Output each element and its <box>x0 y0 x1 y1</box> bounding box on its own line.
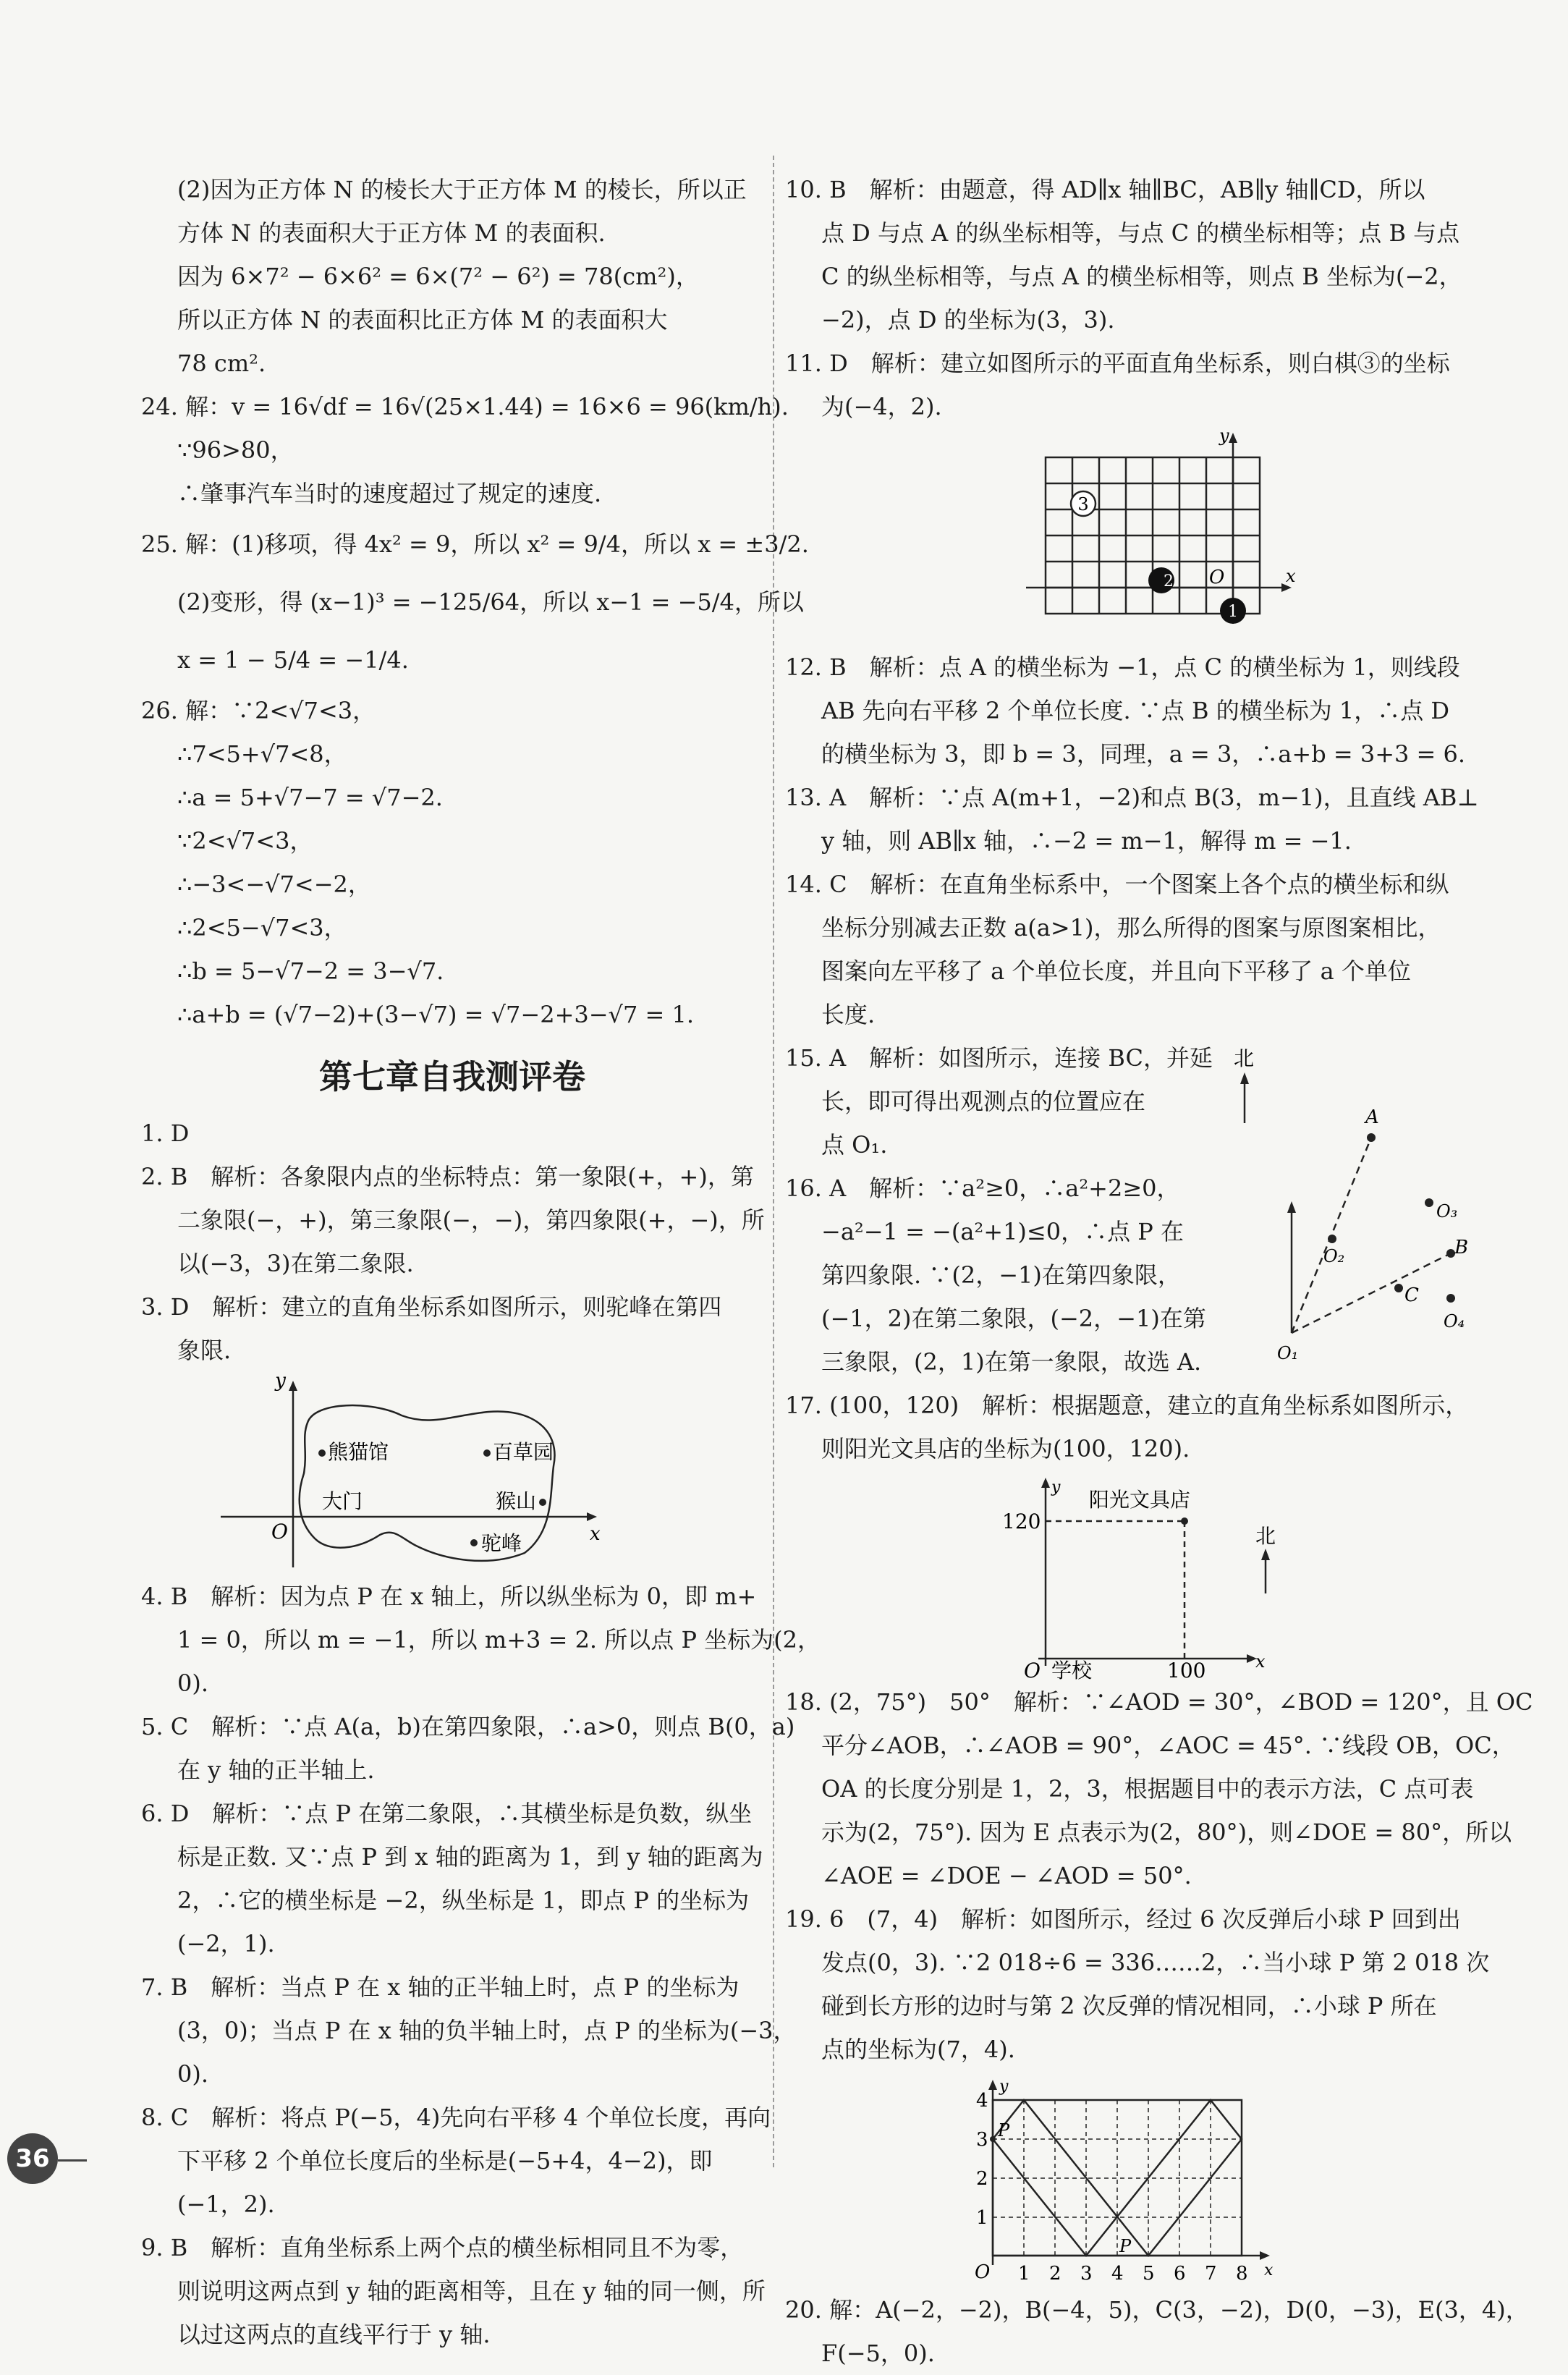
text-line: ∴−3<−√7<−2， <box>177 871 371 898</box>
answer-line: 3. D 解析：建立的直角坐标系如图所示，则驼峰在第四 <box>141 1293 722 1321</box>
answer-line: 在 y 轴的正半轴上. <box>177 1756 375 1784</box>
answer-line: 点 O₁. <box>821 1131 888 1159</box>
answer-line: 二象限(−，+)，第三象限(−，−)，第四象限(+，−)，所 <box>177 1206 765 1234</box>
answer-25: 25. 解：(1)移项，得 4x² = 9，所以 x² = 9/4，所以 x = ±3/2. <box>141 530 809 558</box>
x-axis-label: x <box>590 1523 601 1545</box>
origin-label: O <box>1024 1659 1041 1680</box>
school-label: 学校 <box>1051 1659 1093 1680</box>
x-tick: 8 <box>1236 2263 1248 2285</box>
answer-line: 以(−3，3)在第二象限. <box>177 1250 414 1277</box>
text-line: ∴肇事汽车当时的速度超过了规定的速度. <box>177 480 602 507</box>
answer-line: 长度. <box>821 1001 876 1028</box>
column-divider <box>773 156 774 2167</box>
origin-label: O <box>975 2261 991 2283</box>
text-line: 所以正方体 N 的表面积比正方体 M 的表面积大 <box>177 306 668 334</box>
point-O3-label: O₃ <box>1436 1201 1458 1222</box>
answer-line: (−1，2). <box>177 2190 275 2218</box>
answer-line: 12. B 解析：点 A 的横坐标为 −1，点 C 的横坐标为 1，则线段 <box>785 653 1460 681</box>
answer-line: 4. B 解析：因为点 P 在 x 轴上，所以纵坐标为 0，即 m+ <box>141 1583 757 1610</box>
label-garden: 百草园 <box>493 1440 554 1464</box>
point-A-label: A <box>1365 1106 1379 1128</box>
answer-line: 坐标分别减去正数 a(a>1)，那么所得的图案与原图案相比， <box>821 914 1441 941</box>
answer-line: 0). <box>177 2060 209 2088</box>
chapter-title: 第七章自我测评卷 <box>319 1057 585 1096</box>
answer-line: (−2，1). <box>177 1930 275 1957</box>
left-column <box>141 168 821 2356</box>
answer-line: 6. D 解析：∵点 P 在第二象限，∴其横坐标是负数，纵坐 <box>141 1800 753 1827</box>
label-panda: 熊猫馆 <box>328 1440 389 1464</box>
answer-line: 平分∠AOB，∴∠AOB = 90°，∠AOC = 45°. ∵线段 OB，OC， <box>821 1732 1515 1759</box>
text-line: x = 1 − 5/4 = −1/4. <box>177 646 409 674</box>
ball-bounce-figure <box>785 2071 1494 2288</box>
label-gate: 大门 <box>322 1489 363 1513</box>
x-axis-label: x <box>1264 2261 1274 2279</box>
y-axis-label: y <box>1219 428 1229 446</box>
answer-line: 20. 解：A(−2，−2)，B(−4，5)，C(3，−2)，D(0，−3)，E(3，4)， <box>785 2296 1529 2324</box>
answer-line: 为(−4，2). <box>821 393 942 420</box>
answer-line: 示为(2，75°). 因为 E 点表示为(2，80°)，则∠DOE = 80°，所以 <box>821 1819 1512 1846</box>
page-number: 36 <box>7 2133 58 2184</box>
answer-line: 8. C 解析：将点 P(−5，4)先向右平移 4 个单位长度，再向 <box>141 2104 771 2131</box>
answer-line: 15. A 解析：如图所示，连接 BC，并延 <box>785 1044 1213 1072</box>
y-axis-label: y <box>275 1372 286 1392</box>
answer-line: 象限. <box>177 1337 232 1364</box>
answer-line: 的横坐标为 3，即 b = 3，同理，a = 3，∴a+b = 3+3 = 6. <box>821 740 1466 768</box>
answer-line: AB 先向右平移 2 个单位长度. ∵点 B 的横坐标为 1，∴点 D <box>821 697 1450 724</box>
answer-line: 2. B 解析：各象限内点的坐标特点：第一象限(+，+)，第 <box>141 1163 754 1190</box>
y-tick-120: 120 <box>1002 1510 1041 1533</box>
answer-24: 24. 解：v = 16√df = 16√(25×1.44) = 16×6 = 96(km/h). <box>141 393 789 420</box>
x-tick: 2 <box>1049 2263 1061 2285</box>
answer-line: 点 D 与点 A 的纵坐标相等，与点 C 的横坐标相等；点 B 与点 <box>821 219 1460 247</box>
answer-line: 标是正数. 又∵点 P 到 x 轴的距离为 1，到 y 轴的距离为 <box>177 1843 763 1871</box>
y-axis-label: y <box>999 2078 1009 2096</box>
point-O1-label: O₁ <box>1277 1343 1299 1363</box>
page-number-rule <box>58 2159 87 2162</box>
answer-line: 10. B 解析：由题意，得 AD∥x 轴∥BC，AB∥y 轴∥CD，所以 <box>785 176 1425 203</box>
answer-line: 11. D 解析：建立如图所示的平面直角坐标系，则白棋③的坐标 <box>785 350 1450 377</box>
text-line: 78 cm². <box>177 350 266 377</box>
answer-line: 14. C 解析：在直角坐标系中，一个图案上各个点的横坐标和纵 <box>785 871 1449 898</box>
answer-line: 下平移 2 个单位长度后的坐标是(−5+4，4−2)，即 <box>177 2147 713 2175</box>
answer-line: 第四象限. ∵(2，−1)在第四象限， <box>821 1261 1181 1289</box>
answer-line: 三象限，(2，1)在第一象限，故选 A. <box>821 1348 1202 1376</box>
q15-q16-text <box>785 1036 1234 1384</box>
point-O4-label: O₄ <box>1444 1311 1465 1332</box>
answer-line: 1. D <box>141 1119 190 1147</box>
shop-label: 阳光文具店 <box>1089 1488 1191 1512</box>
x-axis-label: x <box>1286 566 1296 586</box>
text-line: ∴a+b = (√7−2)+(3−√7) = √7−2+3−√7 = 1. <box>177 1001 694 1028</box>
text-line: ∴2<5−√7<3， <box>177 914 347 941</box>
answer-line: 以过这两点的直线平行于 y 轴. <box>177 2321 491 2348</box>
point-O2-label: O₂ <box>1323 1246 1345 1266</box>
answer-line: 点的坐标为(7，4). <box>821 2036 1015 2063</box>
answer-line: 17. (100，120) 解析：根据题意，建立的直角坐标系如图所示， <box>785 1392 1469 1419</box>
answer-line: 则阳光文具店的坐标为(100，120). <box>821 1435 1190 1462</box>
x-tick: 3 <box>1080 2263 1093 2285</box>
x-tick: 6 <box>1174 2263 1186 2285</box>
answer-line: 图案向左平移了 a 个单位长度，并且向下平移了 a 个单位 <box>821 957 1411 985</box>
answer-line: (−1，2)在第二象限，(−2，−1)在第 <box>821 1305 1206 1332</box>
answer-line: 9. B 解析：直角坐标系上两个点的横坐标相同且不为零， <box>141 2234 744 2261</box>
answer-line: 发点(0，3). ∵2 018÷6 = 336……2，∴当小球 P 第 2 018 次 <box>821 1949 1490 1976</box>
answer-line: −2)，点 D 的坐标为(3，3). <box>821 306 1115 334</box>
answer-line: y 轴，则 AB∥x 轴，∴−2 = m−1，解得 m = −1. <box>821 827 1352 855</box>
origin-label: O <box>271 1520 288 1544</box>
x-tick: 5 <box>1143 2263 1155 2285</box>
origin-label: O <box>1209 567 1225 588</box>
point-B-label: B <box>1454 1237 1469 1258</box>
answer-line: ∠AOE = ∠DOE − ∠AOD = 50°. <box>821 1862 1192 1889</box>
answer-line: 碰到长方形的边时与第 2 次反弹的情况相同，∴小球 P 所在 <box>821 1992 1437 2020</box>
answer-line: 19. 6 (7，4) 解析：如图所示，经过 6 次反弹后小球 P 回到出 <box>785 1905 1461 1933</box>
ball-P-label: P <box>998 2120 1010 2141</box>
stone-2-label: 2 <box>1164 572 1174 590</box>
label-monkey: 猴山 <box>496 1489 537 1513</box>
text-line: 方体 N 的表面积大于正方体 M 的表面积. <box>177 219 606 247</box>
answer-line: OA 的长度分别是 1，2，3，根据题目中的表示方法，C 点可表 <box>821 1775 1474 1803</box>
answer-line: 0). <box>177 1669 209 1697</box>
north-label: 北 <box>1255 1524 1276 1548</box>
answer-line: 18. (2，75°) 50° 解析：∵∠AOD = 30°，∠BOD = 120°，且 OC <box>785 1688 1533 1716</box>
answer-line: −a²−1 = −(a²+1)≤0，∴点 P 在 <box>821 1218 1184 1245</box>
answer-line: 1 = 0，所以 m = −1，所以 m+3 = 2. 所以点 P 坐标为(2， <box>177 1626 821 1654</box>
observation-figure <box>1234 1036 1494 1384</box>
answer-line: (3，0)；当点 P 在 x 轴的负半轴上时，点 P 的坐标为(−3， <box>177 2017 797 2044</box>
x-tick: 4 <box>1111 2263 1124 2285</box>
text-line: ∴a = 5+√7−7 = √7−2. <box>177 784 443 811</box>
text-line: ∴7<5+√7<8， <box>177 740 347 768</box>
y-tick: 1 <box>976 2207 988 2229</box>
x-tick: 7 <box>1205 2263 1217 2285</box>
y-tick: 3 <box>976 2129 988 2151</box>
map-figure <box>141 1372 763 1575</box>
answer-line: 长，即可得出观测点的位置应在 <box>821 1088 1146 1115</box>
answer-26: 26. 解：∵2<√7<3， <box>141 697 376 724</box>
answer-line: 5. C 解析：∵点 A(a，b)在第四象限，∴a>0，则点 B(0，a) <box>141 1713 795 1740</box>
x-axis-label: x <box>1255 1651 1266 1672</box>
stone-3-label: 3 <box>1077 494 1089 515</box>
text-line: (2)因为正方体 N 的棱长大于正方体 M 的棱长，所以正 <box>177 176 747 203</box>
answer-line: 7. B 解析：当点 P 在 x 轴的正半轴上时，点 P 的坐标为 <box>141 1973 739 2001</box>
ball-P-label-2: P <box>1119 2236 1132 2256</box>
north-label: 北 <box>1234 1046 1255 1070</box>
stone-1-label: 1 <box>1228 603 1238 621</box>
shop-coordinate-figure <box>785 1470 1494 1680</box>
q15-q16-block <box>785 1036 1494 1384</box>
y-axis-label: y <box>1051 1478 1061 1496</box>
answer-line: 则说明这两点到 y 轴的距离相等，且在 y 轴的同一侧，所 <box>177 2277 766 2305</box>
y-tick: 2 <box>976 2168 988 2190</box>
answer-line: F(−5，0). <box>821 2340 935 2367</box>
y-tick: 4 <box>976 2090 988 2112</box>
answer-line: 2，∴它的横坐标是 −2，纵坐标是 1，即点 P 的坐标为 <box>177 1887 750 1914</box>
x-tick-100: 100 <box>1167 1659 1206 1680</box>
chess-board-figure <box>785 428 1494 645</box>
text-line: ∵2<√7<3， <box>177 827 313 855</box>
right-column <box>785 168 1533 2375</box>
text-line: ∴b = 5−√7−2 = 3−√7. <box>177 957 444 985</box>
x-tick: 1 <box>1018 2263 1030 2285</box>
answer-line: 16. A 解析：∵a²≥0，∴a²+2≥0， <box>785 1174 1180 1202</box>
text-line: (2)变形，得 (x−1)³ = −125/64，所以 x−1 = −5/4，所以 <box>177 588 804 616</box>
label-camel: 驼峰 <box>481 1531 522 1555</box>
text-line: ∵96>80， <box>177 436 294 464</box>
answer-line: C 的纵坐标相等，与点 A 的横坐标相等，则点 B 坐标为(−2， <box>821 263 1462 290</box>
point-C-label: C <box>1404 1284 1419 1306</box>
answer-line: 13. A 解析：∵点 A(m+1，−2)和点 B(3，m−1)，且直线 AB⊥ <box>785 784 1479 811</box>
text-line: 因为 6×7² − 6×6² = 6×(7² − 6²) = 78(cm²)， <box>177 263 699 290</box>
